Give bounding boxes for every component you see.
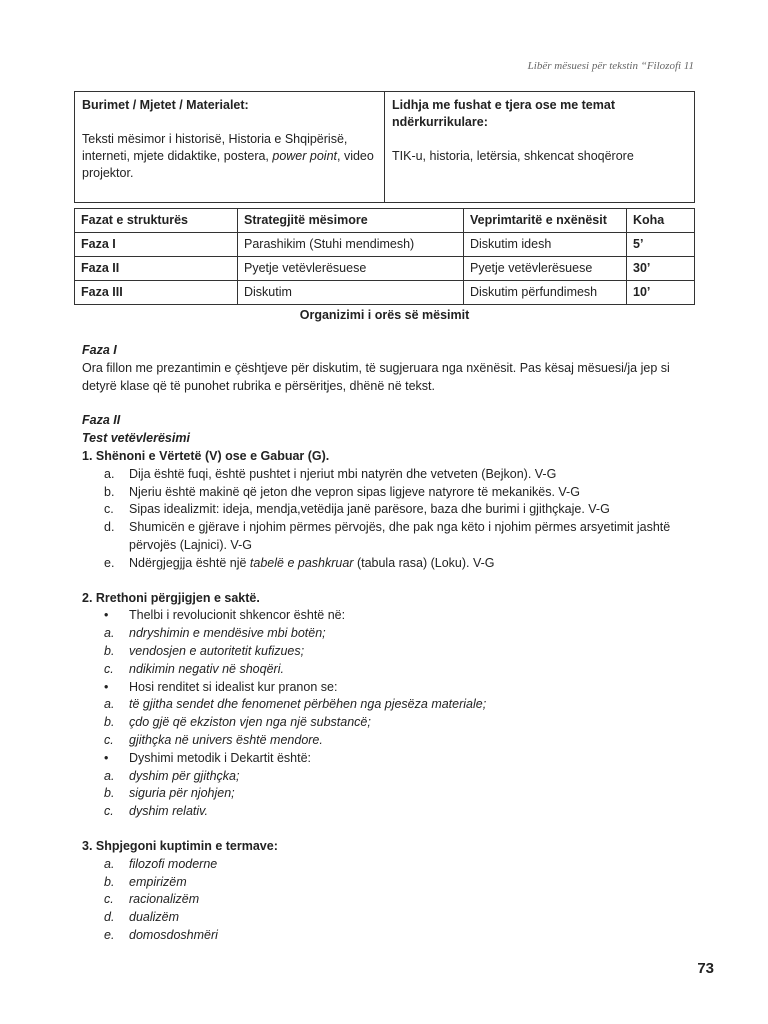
col-header: Koha xyxy=(627,209,695,233)
cell: 10’ xyxy=(627,281,695,305)
links-cell xyxy=(385,92,695,203)
list-item: b. Njeriu është makinë që jeton dhe vepron sipas ligjeve natyrore të mekanikës. V-G xyxy=(104,484,580,499)
cell: Pyetje vetëvlerësuese xyxy=(464,257,627,281)
table-row xyxy=(75,257,695,281)
table-header-row xyxy=(75,209,695,233)
cell: Diskutim idesh xyxy=(464,233,627,257)
list-item: • Hosi renditet si idealist kur pranon se: xyxy=(104,679,338,694)
list-item: d. dualizëm xyxy=(104,910,180,925)
cell: 5’ xyxy=(627,233,695,257)
list-item: • Dyshimi metodik i Dekartit është: xyxy=(104,750,312,765)
list-item: e. Ndërgjegjja është një tabelë e pashkruar (tabula rasa) (Loku). V-G xyxy=(104,555,495,570)
cell: Diskutim xyxy=(238,281,464,305)
list-item: a. të gjitha sendet dhe fenomenet përbëhen nga pjesëza materiale; xyxy=(104,697,487,712)
resources-cell xyxy=(75,92,385,203)
list-item: b. empirizëm xyxy=(104,874,187,889)
q3-list xyxy=(82,856,692,945)
q1-title: 1. Shënoni e Vërtetë (V) ose e Gabuar (G). xyxy=(82,448,330,463)
faza1-title: Faza I xyxy=(82,343,117,357)
col-header: Strategjitë mësimore xyxy=(238,209,464,233)
list-item: e. domosdoshmëri xyxy=(104,927,218,942)
table-row xyxy=(75,233,695,257)
cell: Diskutim përfundimesh xyxy=(464,281,627,305)
links-heading: Lidhja me fushat e tjera ose me temat ndërkurrikulare: xyxy=(392,98,615,129)
cell: Faza II xyxy=(75,257,238,281)
list-item: c. ndikimin negativ në shoqëri. xyxy=(104,661,284,676)
list-item: b. siguria për njohjen; xyxy=(104,786,235,801)
cell: 30’ xyxy=(627,257,695,281)
table-row xyxy=(75,281,695,305)
list-item: a. Dija është fuqi, është pushtet i njeriut mbi natyrën dhe vetveten (Bejkon). V-G xyxy=(104,466,557,481)
list-item: a. ndryshimin e mendësive mbi botën; xyxy=(104,626,326,641)
q1-list-e xyxy=(82,555,692,573)
list-item: • Thelbi i revolucionit shkencor është në: xyxy=(104,608,346,623)
faza2-subtitle: Test vetëvlerësimi xyxy=(82,431,190,446)
cell: Parashikim (Stuhi mendimesh) xyxy=(238,233,464,257)
cell: Faza III xyxy=(75,281,238,305)
list-item: c. dyshim relativ. xyxy=(104,804,208,819)
running-header: Libër mësuesi për tekstin “Filozofi 11 xyxy=(527,60,694,72)
faza1-text: Ora fillon me prezantimin e çështjeve për diskutim, të sugjeruara nga nxënësit. Pas kësaj mësuesi/ja jep si detyrë klase që të punohet rubrika e përsëritjes, dhënë në tekst. xyxy=(82,360,670,393)
resources-text: Teksti mësimor i historisë, Historia e Shqipërisë, interneti, mjete didaktike, postera, power point, video projektor. xyxy=(82,132,374,180)
q3-title: 3. Shpjegoni kuptimin e termave: xyxy=(82,838,278,853)
resources-heading: Burimet / Mjetet / Materialet: xyxy=(82,98,249,112)
q2-list xyxy=(82,607,692,821)
col-header: Fazat e strukturës xyxy=(75,209,238,233)
list-item: a. dyshim për gjithçka; xyxy=(104,768,240,783)
list-item: a. filozofi moderne xyxy=(104,856,218,871)
q1-list xyxy=(82,466,692,555)
col-header: Veprimtaritë e nxënësit xyxy=(464,209,627,233)
section-title: Organizimi i orës së mësimit xyxy=(299,308,470,322)
phases-table xyxy=(74,208,695,305)
list-item: b. vendosjen e autoritetit kufizues; xyxy=(104,643,305,658)
faza2-title: Faza II xyxy=(82,413,121,428)
lesson-content xyxy=(82,342,692,945)
list-item: c. Sipas idealizmit: ideja, mendja,vetëdija janë parësore, baza dhe burimi i gjithçkaje. V-G xyxy=(104,502,610,517)
list-item: d. Shumicën e gjërave i njohim përmes përvojës, dhe pak nga këto i njohim përmes arsyetimit jashtë përvojës (Lajnici). V-G xyxy=(104,520,671,552)
q2-title: 2. Rrethoni përgjigjen e saktë. xyxy=(82,590,260,605)
links-text: TIK-u, historia, letërsia, shkencat shoqërore xyxy=(392,149,634,163)
page-number: 73 xyxy=(697,960,714,977)
list-item: c. gjithçka në univers është mendore. xyxy=(104,732,323,747)
cell: Faza I xyxy=(75,233,238,257)
list-item: b. çdo gjë që ekziston vjen nga një substancë; xyxy=(104,715,371,730)
list-item: c. racionalizëm xyxy=(104,892,200,907)
cell: Pyetje vetëvlerësuese xyxy=(238,257,464,281)
resources-table xyxy=(74,91,695,203)
